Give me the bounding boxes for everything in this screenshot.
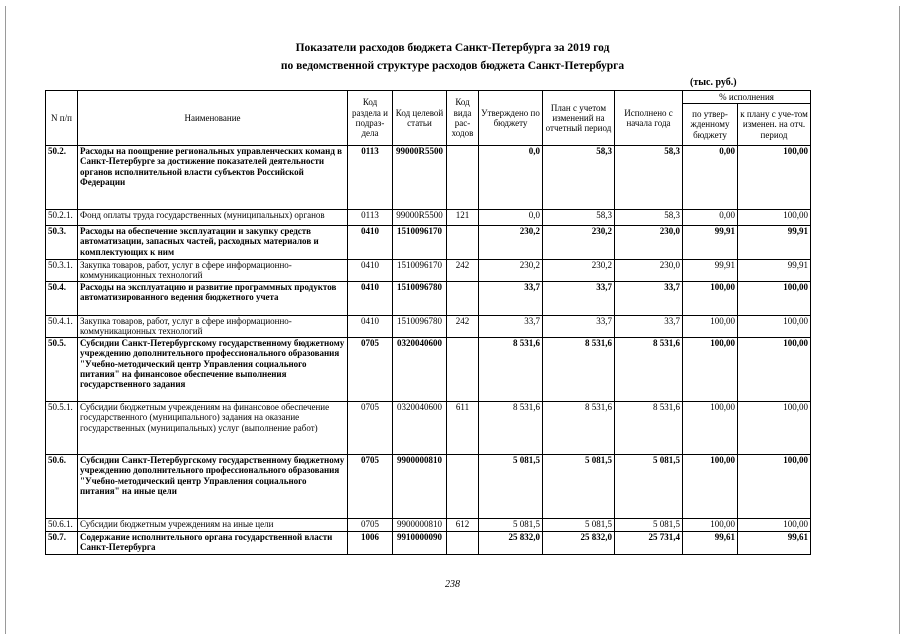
row-section-code: 1006 xyxy=(348,532,393,555)
row-target-code: 9910000090 xyxy=(393,532,447,555)
table-row xyxy=(46,519,811,532)
row-name: Расходы на эксплуатацию и развитие программных продуктов автоматизированного ведения бюджетного учета xyxy=(78,282,348,316)
row-executed: 5 081,5 xyxy=(615,519,683,532)
header-num: N п/п xyxy=(46,91,78,146)
row-section-code: 0705 xyxy=(348,519,393,532)
row-section-code: 0705 xyxy=(348,338,393,402)
row-target-code: 9900000810 xyxy=(393,455,447,519)
budget-table xyxy=(45,90,811,555)
row-pct-plan: 100,00 xyxy=(738,316,811,338)
row-expense-type-code xyxy=(447,146,479,210)
row-pct-plan: 99,91 xyxy=(738,260,811,282)
row-approved: 5 081,5 xyxy=(479,455,543,519)
row-expense-type-code: 242 xyxy=(447,260,479,282)
row-plan: 230,2 xyxy=(543,260,615,282)
row-executed: 58,3 xyxy=(615,146,683,210)
table-row xyxy=(46,316,811,338)
row-pct-approved: 100,00 xyxy=(683,402,738,455)
table-row xyxy=(46,146,811,210)
row-approved: 0,0 xyxy=(479,146,543,210)
header-pct-approved: по утвер-жденному бюджету xyxy=(683,104,738,146)
row-pct-plan: 100,00 xyxy=(738,519,811,532)
row-section-code: 0113 xyxy=(348,146,393,210)
row-num: 50.2.1. xyxy=(46,210,78,226)
row-pct-plan: 99,61 xyxy=(738,532,811,555)
row-num: 50.5.1. xyxy=(46,402,78,455)
row-num: 50.4.1. xyxy=(46,316,78,338)
row-plan: 58,3 xyxy=(543,210,615,226)
row-num: 50.6.1. xyxy=(46,519,78,532)
row-name: Содержание исполнительного органа государственной власти Санкт-Петербурга xyxy=(78,532,348,555)
row-expense-type-code: 612 xyxy=(447,519,479,532)
row-executed: 58,3 xyxy=(615,210,683,226)
row-section-code: 0410 xyxy=(348,316,393,338)
table-row xyxy=(46,282,811,316)
table-row xyxy=(46,402,811,455)
row-pct-approved: 99,91 xyxy=(683,226,738,260)
table-row xyxy=(46,210,811,226)
row-plan: 25 832,0 xyxy=(543,532,615,555)
row-expense-type-code: 611 xyxy=(447,402,479,455)
row-target-code: 1510096170 xyxy=(393,226,447,260)
row-plan: 8 531,6 xyxy=(543,402,615,455)
row-plan: 33,7 xyxy=(543,316,615,338)
row-expense-type-code xyxy=(447,226,479,260)
header-plan: План с учетом изменений на отчетный период xyxy=(543,91,615,146)
header-target-code: Код целевой статьи xyxy=(393,91,447,146)
row-section-code: 0410 xyxy=(348,282,393,316)
row-pct-approved: 100,00 xyxy=(683,338,738,402)
row-pct-plan: 100,00 xyxy=(738,282,811,316)
row-pct-plan: 99,91 xyxy=(738,226,811,260)
row-approved: 25 832,0 xyxy=(479,532,543,555)
table-row xyxy=(46,226,811,260)
row-section-code: 0705 xyxy=(348,455,393,519)
table-body xyxy=(46,146,811,555)
row-section-code: 0113 xyxy=(348,210,393,226)
row-target-code: 99000R5500 xyxy=(393,210,447,226)
row-target-code: 99000R5500 xyxy=(393,146,447,210)
row-approved: 8 531,6 xyxy=(479,402,543,455)
row-plan: 230,2 xyxy=(543,226,615,260)
row-target-code: 1510096780 xyxy=(393,282,447,316)
row-plan: 33,7 xyxy=(543,282,615,316)
row-approved: 230,2 xyxy=(479,226,543,260)
document-subtitle: по ведомственной структуре расходов бюджета Санкт-Петербурга xyxy=(280,60,625,72)
row-pct-approved: 100,00 xyxy=(683,519,738,532)
row-name: Фонд оплаты труда государственных (муниципальных) органов xyxy=(78,210,348,226)
page-number: 238 xyxy=(445,579,460,590)
table-row xyxy=(46,260,811,282)
row-pct-approved: 100,00 xyxy=(683,316,738,338)
table-row xyxy=(46,532,811,555)
row-executed: 33,7 xyxy=(615,316,683,338)
row-num: 50.3. xyxy=(46,226,78,260)
row-executed: 8 531,6 xyxy=(615,338,683,402)
row-expense-type-code xyxy=(447,338,479,402)
row-executed: 33,7 xyxy=(615,282,683,316)
row-name: Закупка товаров, работ, услуг в сфере информационно-коммуникационных технологий xyxy=(78,316,348,338)
row-approved: 0,0 xyxy=(479,210,543,226)
row-name: Расходы на обеспечение эксплуатации и закупку средств автоматизации, запасных частей, расходных материалов и комплектующих к ним xyxy=(78,226,348,260)
row-pct-plan: 100,00 xyxy=(738,146,811,210)
row-section-code: 0705 xyxy=(348,402,393,455)
row-num: 50.5. xyxy=(46,338,78,402)
row-pct-approved: 99,91 xyxy=(683,260,738,282)
row-target-code: 1510096170 xyxy=(393,260,447,282)
row-section-code: 0410 xyxy=(348,260,393,282)
row-target-code: 9900000810 xyxy=(393,519,447,532)
row-plan: 5 081,5 xyxy=(543,519,615,532)
row-pct-approved: 0,00 xyxy=(683,210,738,226)
row-name: Субсидии бюджетным учреждениям на финансовое обеспечение государственного (муниципального) задания на оказание государственных (муниципальных) услуг (выполнение работ) xyxy=(78,402,348,455)
units-label: (тыс. руб.) xyxy=(690,77,737,88)
header-pct-group: % исполнения xyxy=(683,91,811,104)
row-num: 50.3.1. xyxy=(46,260,78,282)
header-section-code: Код раздела и подраз-дела xyxy=(348,91,393,146)
row-name: Расходы на поощрение региональных управленческих команд в Санкт-Петербурге за достижение показателей деятельности органов исполнительной власти субъектов Российской Федерации xyxy=(78,146,348,210)
row-plan: 5 081,5 xyxy=(543,455,615,519)
row-approved: 33,7 xyxy=(479,316,543,338)
row-pct-approved: 0,00 xyxy=(683,146,738,210)
row-expense-type-code xyxy=(447,282,479,316)
row-approved: 8 531,6 xyxy=(479,338,543,402)
row-approved: 230,2 xyxy=(479,260,543,282)
row-executed: 230,0 xyxy=(615,260,683,282)
row-pct-approved: 99,61 xyxy=(683,532,738,555)
row-name: Субсидии бюджетным учреждениям на иные цели xyxy=(78,519,348,532)
document-title: Показатели расходов бюджета Санкт-Петербурга за 2019 год xyxy=(295,42,610,54)
row-name: Субсидии Санкт-Петербургскому государственному бюджетному учреждению дополнительного профессионального образования "Учебно-методический центр Управления социального питания" на иные цели xyxy=(78,455,348,519)
row-approved: 5 081,5 xyxy=(479,519,543,532)
row-executed: 230,0 xyxy=(615,226,683,260)
header-expense-type-code: Код вида рас-ходов xyxy=(447,91,479,146)
row-pct-plan: 100,00 xyxy=(738,402,811,455)
header-approved: Утверждено по бюджету xyxy=(479,91,543,146)
row-num: 50.7. xyxy=(46,532,78,555)
row-executed: 25 731,4 xyxy=(615,532,683,555)
table-row xyxy=(46,338,811,402)
row-executed: 5 081,5 xyxy=(615,455,683,519)
row-approved: 33,7 xyxy=(479,282,543,316)
row-num: 50.6. xyxy=(46,455,78,519)
row-section-code: 0410 xyxy=(348,226,393,260)
row-executed: 8 531,6 xyxy=(615,402,683,455)
row-expense-type-code xyxy=(447,532,479,555)
header-executed: Исполнено с начала года xyxy=(615,91,683,146)
row-target-code: 0320040600 xyxy=(393,402,447,455)
row-num: 50.4. xyxy=(46,282,78,316)
row-name: Субсидии Санкт-Петербургскому государственному бюджетному учреждению дополнительного профессионального образования "Учебно-методический центр Управления социального питания" на финансовое обеспечение выполнения государственного задания xyxy=(78,338,348,402)
row-num: 50.2. xyxy=(46,146,78,210)
row-expense-type-code: 242 xyxy=(447,316,479,338)
row-pct-approved: 100,00 xyxy=(683,282,738,316)
row-target-code: 1510096780 xyxy=(393,316,447,338)
row-plan: 58,3 xyxy=(543,146,615,210)
row-pct-plan: 100,00 xyxy=(738,338,811,402)
row-pct-approved: 100,00 xyxy=(683,455,738,519)
table-row xyxy=(46,455,811,519)
row-plan: 8 531,6 xyxy=(543,338,615,402)
row-pct-plan: 100,00 xyxy=(738,455,811,519)
row-target-code: 0320040600 xyxy=(393,338,447,402)
header-pct-plan: к плану с уче-том изменен. на отч. период xyxy=(738,104,811,146)
row-pct-plan: 100,00 xyxy=(738,210,811,226)
header-name: Наименование xyxy=(78,91,348,146)
row-expense-type-code: 121 xyxy=(447,210,479,226)
row-expense-type-code xyxy=(447,455,479,519)
row-name: Закупка товаров, работ, услуг в сфере информационно-коммуникационных технологий xyxy=(78,260,348,282)
